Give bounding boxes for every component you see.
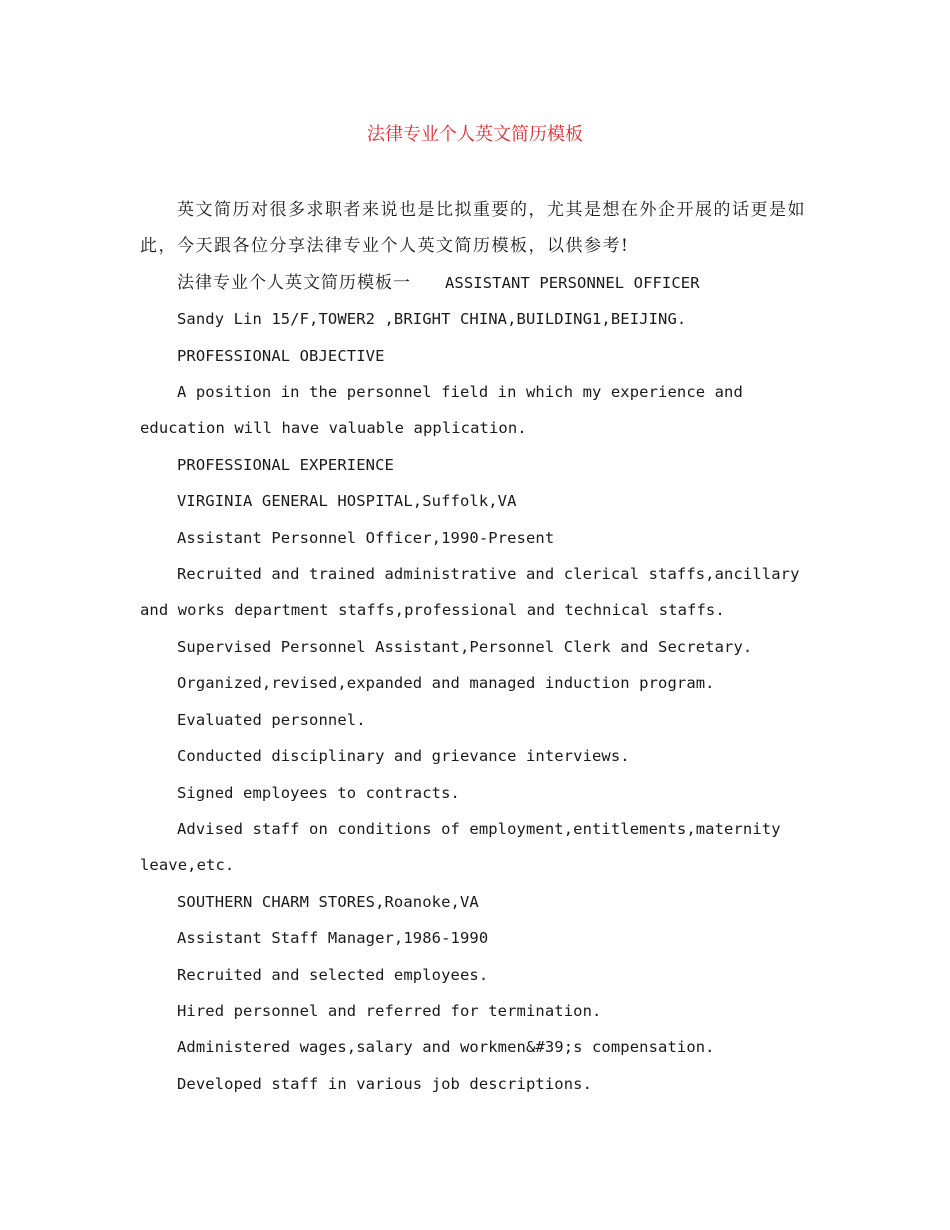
- contact-line: Sandy Lin 15/F,TOWER2 ,BRIGHT CHINA,BUILDING1,BEIJING.: [177, 310, 687, 329]
- duty-line: Hired personnel and referred for termination.: [177, 1001, 602, 1020]
- document-title: 法律专业个人英文简历模板: [367, 124, 583, 145]
- duty-line: Evaluated personnel.: [177, 710, 366, 729]
- duty-line: Signed employees to contracts.: [177, 783, 460, 802]
- template-heading-line: [140, 265, 820, 301]
- objective-text: A position in the personnel field in which my experience and education will have valuable application.: [140, 383, 743, 438]
- intro-paragraph: 英文简历对很多求职者来说也是比拟重要的，尤其是想在外企开展的话更是如此，今天跟各位分享法律专业个人英文简历模板，以供参考!: [140, 200, 806, 257]
- employer-line: SOUTHERN CHARM STORES,Roanoke,VA: [177, 892, 479, 911]
- duty-line: Recruited and trained administrative and clerical staffs,ancillary and works department staffs,professional and technical staffs.: [140, 565, 800, 620]
- job-title-line: Assistant Staff Manager,1986-1990: [177, 929, 489, 948]
- duty-line: Conducted disciplinary and grievance interviews.: [177, 747, 630, 766]
- section-heading-experience: PROFESSIONAL EXPERIENCE: [177, 455, 394, 474]
- duty-line: Administered wages,salary and workmen&#39;s compensation.: [177, 1038, 715, 1057]
- position-title: ASSISTANT PERSONNEL OFFICER: [445, 273, 700, 292]
- duty-line: Advised staff on conditions of employment,entitlements,maternity leave,etc.: [140, 819, 781, 875]
- duty-line: Recruited and selected employees.: [177, 965, 489, 984]
- job-title-line: Assistant Personnel Officer,1990-Present: [177, 528, 555, 547]
- duty-line: Organized,revised,expanded and managed induction program.: [177, 674, 715, 693]
- duty-line: Supervised Personnel Assistant,Personnel Clerk and Secretary.: [177, 637, 753, 656]
- document-body: [140, 192, 820, 1102]
- employer-line: VIRGINIA GENERAL HOSPITAL,Suffolk,VA: [177, 492, 517, 511]
- duty-line: Developed staff in various job descriptions.: [177, 1074, 592, 1093]
- section-heading-objective: PROFESSIONAL OBJECTIVE: [177, 346, 385, 365]
- template-heading: 法律专业个人英文简历模板一: [177, 272, 411, 293]
